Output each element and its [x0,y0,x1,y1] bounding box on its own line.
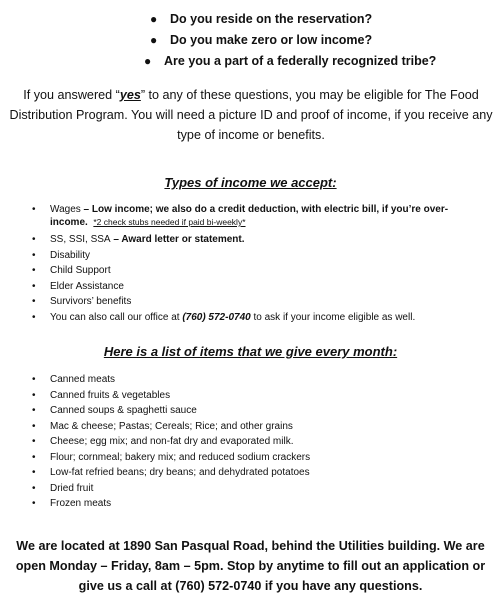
question-item: ● Do you reside on the reservation? [150,9,436,30]
list-item: • Disability [32,248,492,264]
question-item: ● Are you a part of a federally recognized tribe? [144,51,436,72]
office-phone: (760) 572-0740 [182,311,251,323]
bullet-icon: • [32,389,36,401]
intro-paragraph: If you answered “yes” to any of these questions, you may be eligible for The Food Distribution Program. You will need a picture ID and proof of income, if you receive any type of income or benefits. [9,88,493,142]
eligibility-questions [144,9,437,72]
bullet-icon: • [32,405,36,416]
bullet-icon: • [32,280,36,292]
income-types-list [32,204,492,325]
items-section-title: Here is a list of items that we give every month: [103,344,398,359]
list-item: • Wages – Low income; we also do a credit deduction, with electric bill, if you’re over-income. *2 check stubs needed if paid bi-weekly* [32,204,449,228]
bullet-icon: • [32,296,36,307]
list-item: • You can also call our office at (760) 572-0740 to ask if your income eligible as well. [32,310,492,326]
bullet-icon: • [32,420,36,432]
bullet-icon: • [32,482,36,494]
bullet-icon: • [32,436,36,447]
bullet-icon: • [32,498,36,509]
location-hours-footer: We are located at 1890 San Pasqual Road, behind the Utilities building. We are open Monday – Friday, 8am – 5pm. Stop by anytime to fill out an application or give us a call at (760) 572-0740 if you have any questions. [15,539,486,593]
bullet-icon: ● [150,12,158,26]
bullet-icon: ● [144,54,152,68]
wages-note: *2 check stubs needed if paid bi-weekly* [93,217,246,227]
bullet-icon: • [32,451,36,463]
list-item: • Cheese; egg mix; and non-fat dry and evaporated milk. [32,434,472,450]
list-item: • Canned fruits & vegetables [32,388,472,404]
bullet-icon: • [32,374,36,385]
list-item: • Frozen meats [32,496,472,512]
list-item: • SS, SSI, SSA – Award letter or statement. [32,232,492,248]
list-item: • Canned meats [32,372,472,388]
list-item: • Mac & cheese; Pastas; Cereals; Rice; and other grains [32,419,472,435]
list-item: • Elder Assistance [32,279,492,295]
monthly-items-list [32,372,472,512]
list-item: • Low-fat refried beans; dry beans; and dehydrated potatoes [32,465,472,481]
question-item: ● Do you make zero or low income? [150,30,436,51]
bullet-icon: • [32,249,36,261]
bullet-icon: • [32,234,36,245]
income-section-title: Types of income we accept: [164,175,337,190]
bullet-icon: • [32,311,36,323]
list-item: • Canned soups & spaghetti sauce [32,403,472,419]
yes-emphasis: yes [119,88,141,102]
bullet-icon: • [32,467,36,478]
list-item: • Flour; cornmeal; bakery mix; and reduced sodium crackers [32,450,472,466]
bullet-icon: ● [150,33,158,47]
list-item: • Survivors’ benefits [32,294,492,310]
list-item: • Dried fruit [32,481,472,497]
list-item: • Child Support [32,263,492,279]
bullet-icon: • [32,204,36,215]
bullet-icon: • [32,265,36,276]
